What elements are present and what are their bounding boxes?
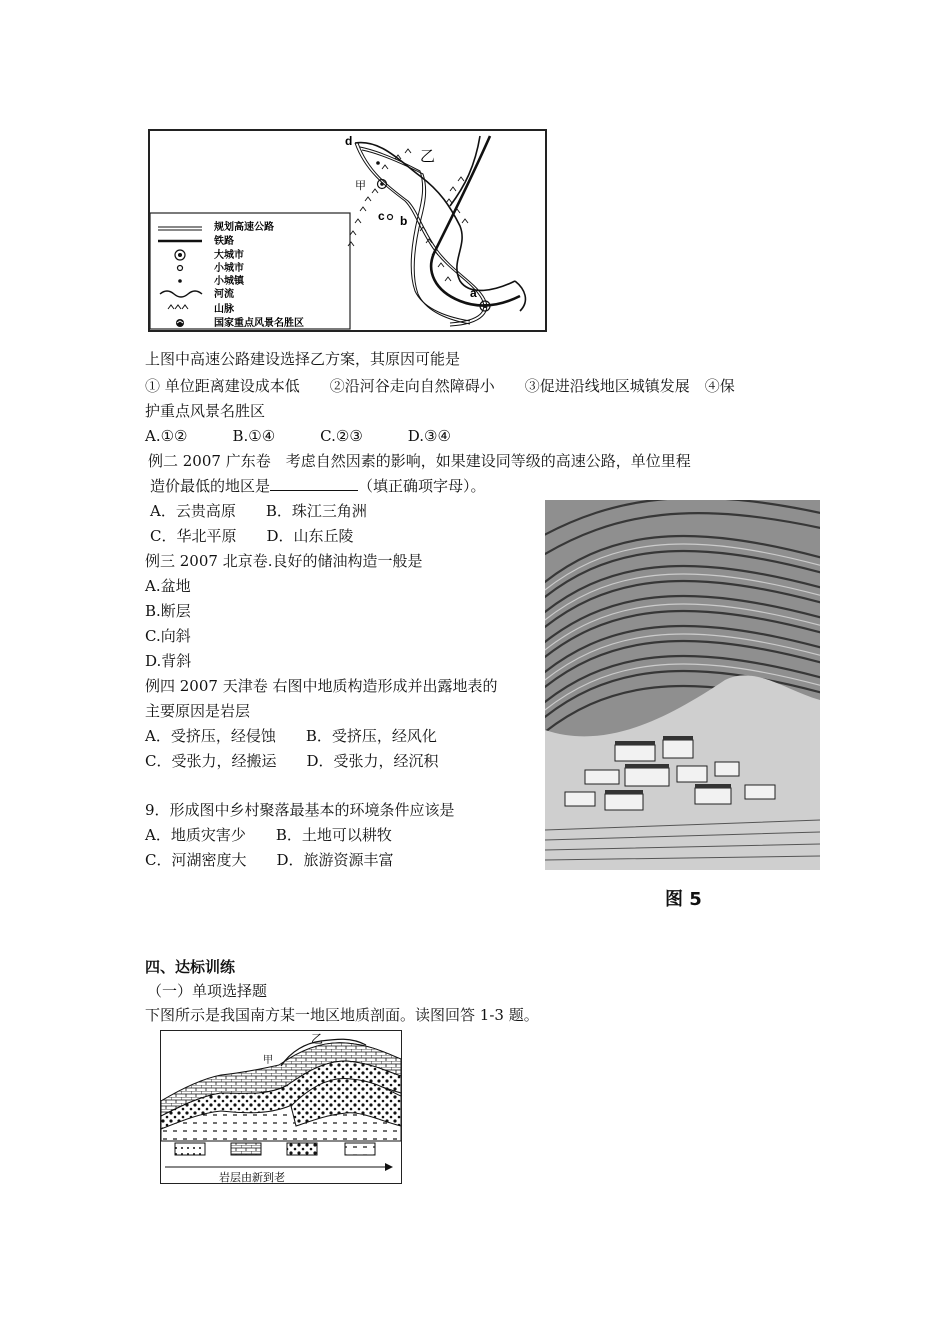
route-map-figure bbox=[148, 129, 547, 332]
river-icon bbox=[160, 291, 202, 297]
q9-options-line1: A．地质灾害少 B．土地可以耕牧 bbox=[145, 826, 392, 844]
geology-label-yi: 乙 bbox=[311, 1032, 324, 1046]
ex3-option-c: C.向斜 bbox=[145, 627, 191, 645]
q1-statements-line1: ① 单位距离建设成本低 ②沿河谷走向自然障碍小 ③促进沿线地区城镇发展 ④保 bbox=[145, 377, 735, 395]
ex2-line2 bbox=[150, 476, 486, 496]
folded-strata-svg bbox=[545, 500, 820, 870]
ex3-option-a: A.盆地 bbox=[145, 577, 191, 595]
map-label-d: d bbox=[345, 134, 353, 148]
ex4-options-line2: C．受张力，经搬运 D．受张力，经沉积 bbox=[145, 752, 439, 770]
map-label-b: b bbox=[400, 214, 408, 228]
geology-section-figure bbox=[160, 1030, 402, 1184]
legend-label-highway: 规划高速公路 bbox=[214, 222, 274, 233]
ex3-option-b: B.断层 bbox=[145, 602, 191, 620]
river-lines bbox=[355, 136, 525, 311]
mountain-icon bbox=[168, 305, 188, 309]
legend-label-big-city: 大城市 bbox=[214, 250, 244, 261]
map-label-a: a bbox=[470, 286, 477, 300]
q9-options-line2: C．河湖密度大 D．旅游资源丰富 bbox=[145, 851, 394, 869]
section4-title: 四、达标训练 bbox=[145, 958, 236, 976]
legend-label-scenic: 国家重点风景名胜区 bbox=[214, 318, 304, 329]
route-map-svg bbox=[150, 131, 545, 330]
ex4-line1: 例四 2007 天津卷 右图中地质构造形成并出露地表的 bbox=[145, 677, 498, 695]
railway-line bbox=[431, 136, 520, 306]
ex3-stem: 例三 2007 北京卷.良好的储油构造一般是 bbox=[145, 552, 423, 570]
folded-strata-photo bbox=[545, 500, 820, 870]
town-icon bbox=[178, 279, 182, 283]
q1-stem: 上图中高速公路建设选择乙方案，其原因可能是 bbox=[145, 350, 461, 368]
q1-options: A.①② B.①④ C.②③ D.③④ bbox=[145, 427, 451, 445]
big-city-icon bbox=[175, 250, 185, 260]
section4-subtitle: （一）单项选择题 bbox=[147, 982, 268, 1000]
legend-label-mountain: 山脉 bbox=[214, 304, 234, 315]
legend-label-town: 小城镇 bbox=[214, 276, 244, 287]
mountain-symbols bbox=[348, 149, 468, 281]
highway-icon bbox=[158, 227, 202, 230]
q9-stem: 9．形成图中乡村聚落最基本的环境条件应该是 bbox=[145, 801, 455, 819]
town-marker bbox=[376, 161, 380, 165]
geology-label-jia: 甲 bbox=[263, 1055, 273, 1066]
ex4-line2: 主要原因是岩层 bbox=[145, 702, 251, 720]
legend-label-small-city: 小城市 bbox=[214, 263, 244, 274]
q1-statements-line2: 护重点风景名胜区 bbox=[145, 402, 266, 420]
ex2-options-line2: C．华北平原 D．山东丘陵 bbox=[150, 527, 354, 545]
small-city-marker-c bbox=[388, 215, 393, 220]
legend-label-railway: 铁路 bbox=[214, 236, 234, 247]
ex4-options-line1: A．受挤压，经侵蚀 B．受挤压，经风化 bbox=[145, 727, 437, 745]
ex2-line2-after: （填正确项字母）。 bbox=[358, 477, 486, 495]
section4-intro: 下图所示是我国南方某一地区地质剖面。读图回答 1-3 题。 bbox=[145, 1006, 539, 1024]
ex2-line2-before: 造价最低的地区是 bbox=[150, 477, 271, 495]
scenic-area-icon bbox=[176, 319, 184, 327]
map-label-c: c bbox=[378, 209, 385, 223]
legend-label-river: 河流 bbox=[214, 289, 234, 300]
small-city-icon bbox=[178, 266, 183, 271]
map-label-yi: 乙 bbox=[420, 148, 436, 165]
answer-blank bbox=[270, 476, 358, 491]
ex3-option-d: D.背斜 bbox=[145, 652, 192, 670]
photo-caption: 图 5 bbox=[665, 889, 702, 910]
geology-axis-label: 岩层由新到老 bbox=[219, 1172, 285, 1183]
geology-section-svg bbox=[161, 1031, 401, 1183]
ex2-options-line1: A．云贵高原 B．珠江三角洲 bbox=[150, 502, 367, 520]
map-label-jia: 甲 bbox=[355, 180, 366, 192]
ex2-line1: 例二 2007 广东卷 考虑自然因素的影响，如果建设同等级的高速公路，单位里程 bbox=[148, 452, 691, 470]
highway-routes bbox=[355, 143, 487, 326]
